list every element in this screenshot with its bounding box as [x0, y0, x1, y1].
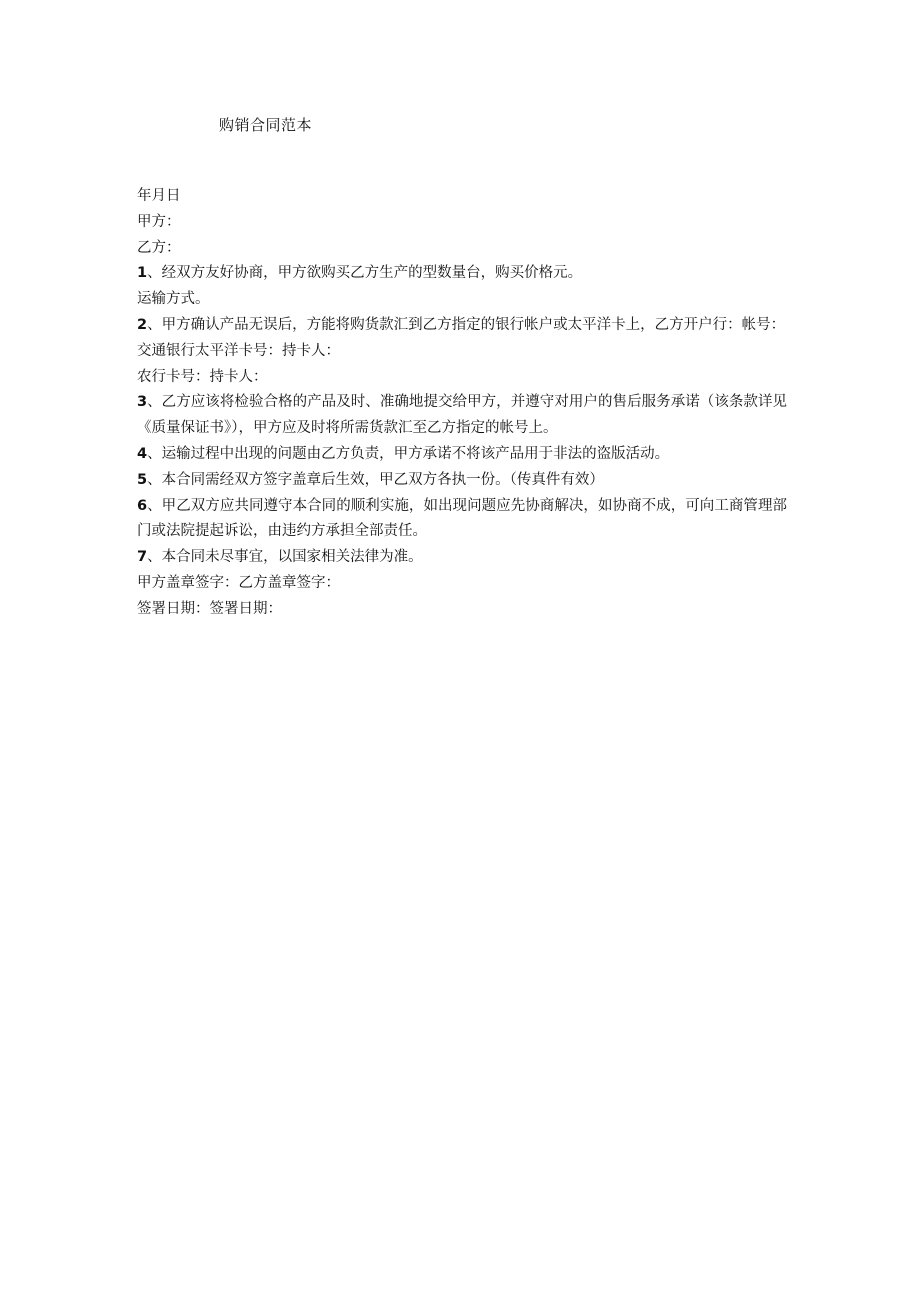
line-text: 年月日	[137, 188, 181, 204]
clause-1	[137, 261, 787, 287]
clause-7	[137, 545, 787, 571]
clause-text: 、乙方应该将检验合格的产品及时、准确地提交给甲方，并遵守对用户的售后服务承诺（该条款详见《质量保证书》），甲方应及时将所需货款汇至乙方指定的帐号上。	[137, 394, 787, 437]
clause-6	[137, 494, 787, 546]
line-text: 农行卡号：持卡人：	[137, 368, 268, 385]
line-text: 甲方盖章签字：乙方盖章签字：	[137, 574, 340, 591]
clause-number: 7	[137, 549, 148, 566]
clause-3	[137, 390, 787, 442]
document-title: 购销合同范本	[219, 116, 313, 134]
clause-text: 、甲乙双方应共同遵守本合同的顺利实施，如出现问题应先协商解决，如协商不成，可向工商管理部门或法院提起诉讼，由违约方承担全部责任。	[137, 497, 787, 540]
signature-line	[137, 571, 787, 597]
contract-body	[137, 184, 787, 623]
line-text: 甲方：	[137, 213, 181, 230]
party-b-line	[137, 236, 787, 262]
transport-line	[137, 287, 787, 313]
clause-text: 、甲方确认产品无误后，方能将购货款汇到乙方指定的银行帐户或太平洋卡上，乙方开户行：帐号：	[147, 316, 786, 333]
sign-date-line	[137, 597, 787, 623]
bank-card-line	[137, 339, 787, 365]
clause-text: 、本合同未尽事宜，以国家相关法律为准。	[147, 549, 423, 566]
clause-text: 、经双方友好协商，甲方欲购买乙方生产的型数量台，购买价格元。	[147, 265, 583, 282]
clause-number: 6	[137, 497, 148, 514]
clause-number: 5	[137, 471, 148, 488]
line-text: 运输方式。	[137, 291, 210, 308]
clause-2	[137, 313, 787, 339]
clause-4	[137, 442, 787, 468]
clause-number: 2	[137, 316, 148, 333]
clause-5	[137, 468, 787, 494]
party-a-line	[137, 210, 787, 236]
clause-text: 、运输过程中出现的问题由乙方负责，甲方承诺不将该产品用于非法的盗版活动。	[147, 445, 670, 462]
clause-number: 1	[137, 265, 148, 282]
line-text: 乙方：	[137, 239, 181, 256]
line-text: 签署日期：签署日期：	[137, 600, 282, 617]
clause-number: 4	[137, 445, 148, 462]
clause-text: 、本合同需经双方签字盖章后生效，甲乙双方各执一份。（传真件有效）	[147, 471, 604, 488]
date-line	[137, 184, 787, 210]
clause-number: 3	[137, 394, 148, 411]
line-text: 交通银行太平洋卡号：持卡人：	[137, 342, 340, 359]
agri-card-line	[137, 365, 787, 391]
